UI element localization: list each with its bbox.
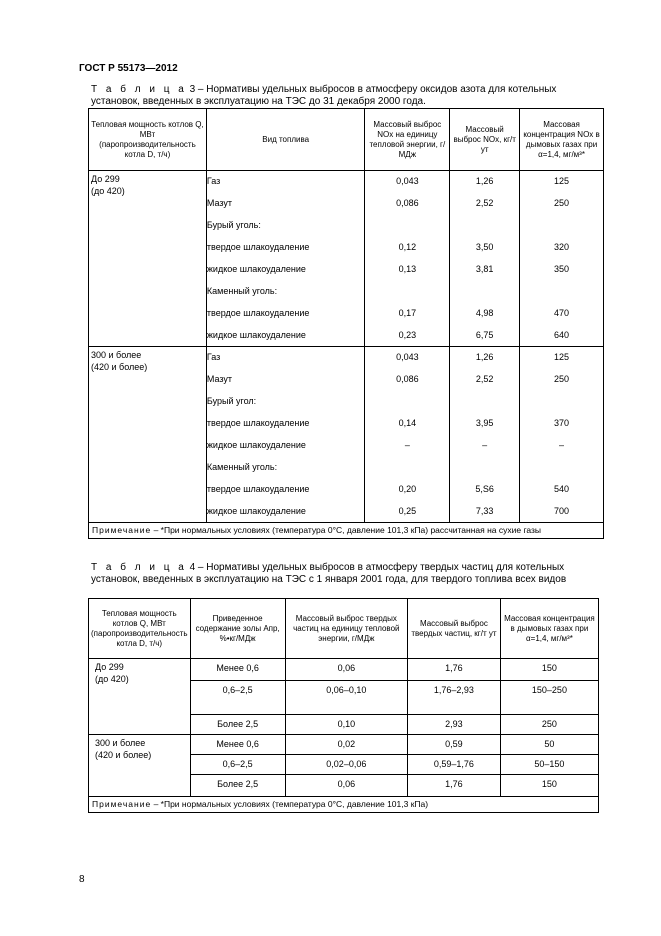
table4-header-concentration: Массовая концентрация в дымовых газах при α=1,4, мг/м³* — [500, 599, 598, 659]
table3-header-emission-energy: Массовый выброс NOx на единицу тепловой энергии, г/МДж — [365, 109, 450, 171]
table3-concentration-cell: 250 — [520, 369, 604, 391]
table4-emission-energy-cell: 0,06 — [285, 659, 407, 681]
table4-emission-fuel-cell: 1,76 — [407, 775, 500, 797]
table3-emission-energy-cell: 0,043 — [365, 171, 450, 193]
table4-note-row — [89, 797, 599, 813]
table3-fuel-cell: жидкое шлакоудаление — [206, 501, 365, 523]
table3-emission-fuel-cell: 2,52 — [450, 193, 520, 215]
table3-emission-energy-cell: – — [365, 435, 450, 457]
table3-emission-fuel-cell: 5,S6 — [450, 479, 520, 501]
table3-concentration-cell: 700 — [520, 501, 604, 523]
table4-ash-cell: 0,6–2,5 — [190, 681, 285, 715]
table3-note-label: Примечание — [92, 525, 152, 535]
table3-concentration-cell — [520, 215, 604, 237]
table4-ash-cell: Более 2,5 — [190, 715, 285, 735]
table4-concentration-cell: 150 — [500, 775, 598, 797]
table4-concentration-cell: 50–150 — [500, 755, 598, 775]
table3-fuel-cell: жидкое шлакоудаление — [206, 435, 365, 457]
table3-fuel-cell: Бурый уголь: — [206, 215, 365, 237]
table3-emission-energy-cell: 0,17 — [365, 303, 450, 325]
table3-emission-fuel-cell: 1,26 — [450, 171, 520, 193]
table3-emission-fuel-cell: 1,26 — [450, 347, 520, 369]
table3-emission-energy-cell: 0,13 — [365, 259, 450, 281]
table4 — [88, 598, 599, 813]
table3-fuel-cell: твердое шлакоудаление — [206, 303, 365, 325]
table3-emission-energy-cell: 0,12 — [365, 237, 450, 259]
table4-emission-fuel-cell: 0,59–1,76 — [407, 755, 500, 775]
table4-concentration-cell: 250 — [500, 715, 598, 735]
table4-caption-number: 4 — [189, 562, 196, 573]
table4-ash-cell: Менее 0,6 — [190, 659, 285, 681]
table4-caption-prefix: Т а б л и ц а — [91, 562, 187, 573]
table3-emission-fuel-cell — [450, 457, 520, 479]
table4-concentration-cell: 50 — [500, 735, 598, 755]
table-row — [89, 171, 604, 193]
table4-header-emission-fuel: Массовый выброс твердых частиц, кг/т ут — [407, 599, 500, 659]
table3-emission-fuel-cell: 2,52 — [450, 369, 520, 391]
table3-fuel-cell: Каменный уголь: — [206, 281, 365, 303]
table4-note — [89, 797, 599, 813]
document-header: ГОСТ Р 55173—2012 — [79, 63, 178, 74]
table3-caption-number: 3 — [189, 84, 196, 95]
table3-fuel-cell: твердое шлакоудаление — [206, 479, 365, 501]
table3-fuel-cell: Бурый угол: — [206, 391, 365, 413]
table3-fuel-cell: Мазут — [206, 193, 365, 215]
table3-emission-energy-cell — [365, 391, 450, 413]
table3-emission-energy-cell: 0,25 — [365, 501, 450, 523]
table3-concentration-cell: 540 — [520, 479, 604, 501]
table3-power-cell: До 299 (до 420) — [89, 171, 207, 347]
page-number: 8 — [79, 874, 85, 885]
table3-emission-fuel-cell: 7,33 — [450, 501, 520, 523]
table3-emission-fuel-cell: 4,98 — [450, 303, 520, 325]
table3-concentration-cell: 250 — [520, 193, 604, 215]
table4-concentration-cell: 150–250 — [500, 681, 598, 715]
table3-emission-fuel-cell: 6,75 — [450, 325, 520, 347]
table3-caption-prefix: Т а б л и ц а — [91, 84, 187, 95]
table3-fuel-cell: Каменный уголь: — [206, 457, 365, 479]
table3-emission-fuel-cell: 3,50 — [450, 237, 520, 259]
table4-ash-cell: Более 2,5 — [190, 775, 285, 797]
table4-header-emission-energy: Массовый выброс твердых частиц на единицу тепловой энергии, г/МДж — [285, 599, 407, 659]
table3-header-concentration: Массовая концентрация NOx в дымовых газах при α=1,4, мг/м³* — [520, 109, 604, 171]
table3-concentration-cell: 125 — [520, 171, 604, 193]
table3-emission-energy-cell — [365, 457, 450, 479]
table3-fuel-cell: твердое шлакоудаление — [206, 237, 365, 259]
table3-note-text: – *При нормальных условиях (температура 0°С, давление 101,3 кПа) рассчитанная на сухие газы — [153, 525, 542, 535]
table3-concentration-cell: 370 — [520, 413, 604, 435]
table4-power-cell: 300 и более (420 и более) — [89, 735, 191, 797]
table3-concentration-cell — [520, 391, 604, 413]
table4-emission-energy-cell: 0,02 — [285, 735, 407, 755]
table3-emission-energy-cell — [365, 281, 450, 303]
table4-note-label: Примечание — [92, 799, 152, 809]
table4-power-cell: До 299 (до 420) — [89, 659, 191, 735]
table4-note-text: – *При нормальных условиях (температура 0°С, давление 101,3 кПа) — [153, 799, 429, 809]
table3-concentration-cell: 350 — [520, 259, 604, 281]
table3-power-cell: 300 и более (420 и более) — [89, 347, 207, 523]
table-row — [89, 347, 604, 369]
table3-emission-energy-cell: 0,23 — [365, 325, 450, 347]
table3-concentration-cell: – — [520, 435, 604, 457]
table4-caption — [91, 562, 603, 586]
table4-emission-fuel-cell: 2,93 — [407, 715, 500, 735]
table4-caption-text: – Нормативы удельных выбросов в атмосферу твердых частиц для котельных установок, введенных в эксплуатацию на ТЭС с 1 января 2001 года, для твердого топлива всех видов — [91, 562, 567, 585]
table-row — [89, 735, 599, 755]
table3-concentration-cell: 470 — [520, 303, 604, 325]
table4-emission-energy-cell: 0,02–0,06 — [285, 755, 407, 775]
table4-emission-fuel-cell: 0,59 — [407, 735, 500, 755]
table3-fuel-cell: твердое шлакоудаление — [206, 413, 365, 435]
table3-emission-energy-cell: 0,043 — [365, 347, 450, 369]
table3-emission-fuel-cell: – — [450, 435, 520, 457]
table3-fuel-cell: Газ — [206, 171, 365, 193]
table3-fuel-cell: Мазут — [206, 369, 365, 391]
table4-emission-energy-cell: 0,06–0,10 — [285, 681, 407, 715]
table4-header-row — [89, 599, 599, 659]
table4-emission-energy-cell: 0,10 — [285, 715, 407, 735]
table3-emission-energy-cell: 0,086 — [365, 193, 450, 215]
table3-caption — [91, 84, 603, 108]
table3-fuel-cell: Газ — [206, 347, 365, 369]
table3-concentration-cell: 640 — [520, 325, 604, 347]
table3-header-power: Тепловая мощность котлов Q, МВт (паропроизводительность котла D, т/ч) — [89, 109, 207, 171]
table3-emission-fuel-cell: 3,81 — [450, 259, 520, 281]
table3-header-emission-fuel: Массовый выброс NOx, кг/т ут — [450, 109, 520, 171]
table4-header-power: Тепловая мощность котлов Q, МВт (паропроизводительность котла D, т/ч) — [89, 599, 191, 659]
table3-concentration-cell — [520, 281, 604, 303]
table3-header-fuel: Вид топлива — [206, 109, 365, 171]
table4-emission-energy-cell: 0,06 — [285, 775, 407, 797]
table3-emission-energy-cell: 0,086 — [365, 369, 450, 391]
table3-note-row — [89, 523, 604, 539]
table3-concentration-cell: 125 — [520, 347, 604, 369]
table4-ash-cell: 0,6–2,5 — [190, 755, 285, 775]
table3-emission-fuel-cell — [450, 281, 520, 303]
table4-header-ash: Приведенное содержание золы Апр, %•кг/МДж — [190, 599, 285, 659]
table4-emission-fuel-cell: 1,76–2,93 — [407, 681, 500, 715]
table3-emission-energy-cell: 0,20 — [365, 479, 450, 501]
table3-fuel-cell: жидкое шлакоудаление — [206, 325, 365, 347]
table-row — [89, 659, 599, 681]
table4-ash-cell: Менее 0,6 — [190, 735, 285, 755]
table3-header-row — [89, 109, 604, 171]
table3-emission-fuel-cell — [450, 391, 520, 413]
table3-emission-energy-cell — [365, 215, 450, 237]
table4-concentration-cell: 150 — [500, 659, 598, 681]
table3-emission-fuel-cell: 3,95 — [450, 413, 520, 435]
table3-emission-energy-cell: 0,14 — [365, 413, 450, 435]
table3-concentration-cell — [520, 457, 604, 479]
table4-emission-fuel-cell: 1,76 — [407, 659, 500, 681]
table3-fuel-cell: жидкое шлакоудаление — [206, 259, 365, 281]
table3-caption-text: – Нормативы удельных выбросов в атмосферу оксидов азота для котельных установок, введенных в эксплуатацию на ТЭС до 31 декабря 2000 года. — [91, 84, 557, 107]
table3-concentration-cell: 320 — [520, 237, 604, 259]
table3-note — [89, 523, 604, 539]
table3-emission-fuel-cell — [450, 215, 520, 237]
table3 — [88, 108, 604, 539]
